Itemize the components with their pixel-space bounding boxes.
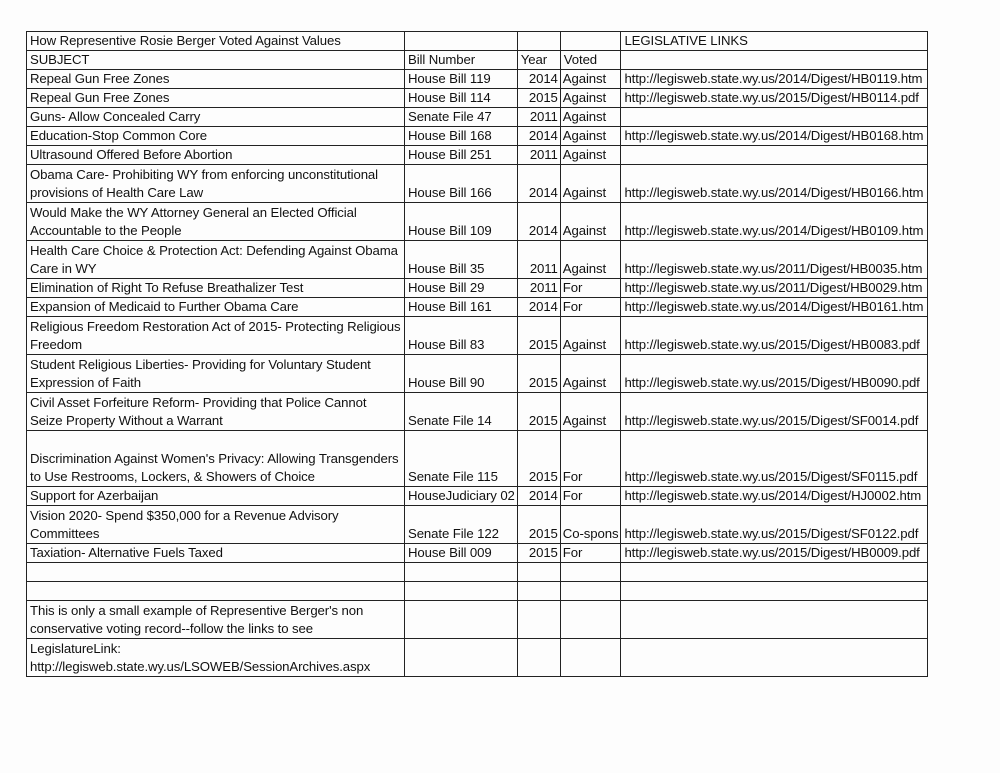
table-row (27, 506, 928, 544)
legislative-link-cell[interactable]: http://legisweb.state.wy.us/2014/Digest/HB0168.htm (621, 127, 928, 146)
legislature-link-label: LegislatureLink: (30, 641, 121, 656)
legislature-link-row (27, 639, 928, 677)
table-row (27, 298, 928, 317)
bill-number-header: Bill Number (405, 51, 518, 70)
table-row (27, 544, 928, 563)
legislative-link-cell[interactable]: http://legisweb.state.wy.us/2014/Digest/HB0119.htm (621, 70, 928, 89)
bill-number-cell: House Bill 83 (405, 317, 518, 355)
legislative-link-cell (621, 108, 928, 127)
table-row (27, 393, 928, 431)
year-cell: 2015 (517, 544, 560, 563)
bill-number-cell: Senate File 47 (405, 108, 518, 127)
year-cell: 2014 (517, 487, 560, 506)
year-cell: 2011 (517, 279, 560, 298)
legislative-link-cell[interactable]: http://legisweb.state.wy.us/2014/Digest/HJ0002.htm (621, 487, 928, 506)
year-cell: 2014 (517, 203, 560, 241)
voted-cell: For (560, 298, 621, 317)
subject-cell: Support for Azerbaijan (27, 487, 405, 506)
subject-cell: Guns- Allow Concealed Carry (27, 108, 405, 127)
year-cell: 2011 (517, 241, 560, 279)
year-cell: 2014 (517, 127, 560, 146)
voting-record-table (26, 31, 928, 677)
voted-cell: Against (560, 393, 621, 431)
voted-cell: Against (560, 317, 621, 355)
subject-cell: Student Religious Liberties- Providing for Voluntary Student Expression of Faith (27, 355, 405, 393)
table-row (27, 431, 928, 487)
subject-cell: Obama Care- Prohibiting WY from enforcing unconstitutional provisions of Health Care Law (27, 165, 405, 203)
voted-cell: Co-spons (560, 506, 621, 544)
table-row (27, 241, 928, 279)
bill-number-cell: House Bill 251 (405, 146, 518, 165)
voted-cell: Against (560, 146, 621, 165)
table-row (27, 355, 928, 393)
spreadsheet (26, 31, 928, 677)
legislative-link-cell[interactable]: http://legisweb.state.wy.us/2011/Digest/HB0035.htm (621, 241, 928, 279)
legislative-link-cell[interactable]: http://legisweb.state.wy.us/2014/Digest/HB0109.htm (621, 203, 928, 241)
table-row (27, 89, 928, 108)
voted-cell: Against (560, 165, 621, 203)
year-cell: 2015 (517, 317, 560, 355)
legislative-link-cell[interactable]: http://legisweb.state.wy.us/2014/Digest/HB0166.htm (621, 165, 928, 203)
year-cell: 2015 (517, 431, 560, 487)
legislative-link-cell[interactable]: http://legisweb.state.wy.us/2011/Digest/HB0029.htm (621, 279, 928, 298)
bill-number-cell: Senate File 122 (405, 506, 518, 544)
legislature-link-cell (27, 639, 405, 677)
subject-cell: Vision 2020- Spend $350,000 for a Revenue Advisory Committees (27, 506, 405, 544)
voted-cell: Against (560, 241, 621, 279)
subject-cell: Religious Freedom Restoration Act of 2015- Protecting Religious Freedom (27, 317, 405, 355)
table-row (27, 127, 928, 146)
legislative-link-cell[interactable]: http://legisweb.state.wy.us/2015/Digest/HB0090.pdf (621, 355, 928, 393)
subject-cell: Taxiation- Alternative Fuels Taxed (27, 544, 405, 563)
legislative-link-cell[interactable]: http://legisweb.state.wy.us/2015/Digest/HB0009.pdf (621, 544, 928, 563)
year-cell: 2015 (517, 506, 560, 544)
legislative-link-cell[interactable]: http://legisweb.state.wy.us/2015/Digest/SF0115.pdf (621, 431, 928, 487)
subject-cell: Discrimination Against Women's Privacy: Allowing Transgenders to Use Restrooms, Lockers, & Showers of Choice (27, 431, 405, 487)
voted-cell: For (560, 544, 621, 563)
subject-cell: Health Care Choice & Protection Act: Defending Against Obama Care in WY (27, 241, 405, 279)
voted-cell: Against (560, 108, 621, 127)
table-row (27, 279, 928, 298)
year-cell: 2014 (517, 298, 560, 317)
bill-number-cell: House Bill 35 (405, 241, 518, 279)
legislative-link-cell[interactable]: http://legisweb.state.wy.us/2015/Digest/HB0114.pdf (621, 89, 928, 108)
column-header-row (27, 51, 928, 70)
bill-number-cell: House Bill 168 (405, 127, 518, 146)
year-cell: 2011 (517, 108, 560, 127)
subject-cell: Education-Stop Common Core (27, 127, 405, 146)
bill-number-cell: House Bill 29 (405, 279, 518, 298)
subject-cell: Elimination of Right To Refuse Breathalizer Test (27, 279, 405, 298)
table-row (27, 108, 928, 127)
bill-number-cell: House Bill 119 (405, 70, 518, 89)
footer-note: This is only a small example of Representive Berger's non conservative voting record--follow the links to see (27, 601, 405, 639)
bill-number-cell: House Bill 90 (405, 355, 518, 393)
legislative-link-cell (621, 146, 928, 165)
bill-number-cell: House Bill 109 (405, 203, 518, 241)
voted-cell: For (560, 431, 621, 487)
voted-cell: For (560, 279, 621, 298)
voted-cell: For (560, 487, 621, 506)
bill-number-cell: Senate File 115 (405, 431, 518, 487)
title-row (27, 32, 928, 51)
year-cell: 2015 (517, 89, 560, 108)
table-row (27, 146, 928, 165)
empty-row (27, 582, 928, 601)
bill-number-cell: House Bill 166 (405, 165, 518, 203)
voted-cell: Against (560, 127, 621, 146)
year-cell: 2011 (517, 146, 560, 165)
legislative-link-cell[interactable]: http://legisweb.state.wy.us/2015/Digest/SF0014.pdf (621, 393, 928, 431)
subject-cell: Expansion of Medicaid to Further Obama Care (27, 298, 405, 317)
legislative-link-cell[interactable]: http://legisweb.state.wy.us/2015/Digest/SF0122.pdf (621, 506, 928, 544)
empty-row (27, 563, 928, 582)
subject-cell: Ultrasound Offered Before Abortion (27, 146, 405, 165)
year-cell: 2015 (517, 355, 560, 393)
voted-cell: Against (560, 355, 621, 393)
voted-cell: Against (560, 89, 621, 108)
voted-cell: Against (560, 203, 621, 241)
year-cell: 2015 (517, 393, 560, 431)
bill-number-cell: Senate File 14 (405, 393, 518, 431)
bill-number-cell: House Bill 009 (405, 544, 518, 563)
voted-cell: Against (560, 70, 621, 89)
subject-cell: Repeal Gun Free Zones (27, 70, 405, 89)
subject-cell: Repeal Gun Free Zones (27, 89, 405, 108)
legislature-link-url[interactable]: http://legisweb.state.wy.us/LSOWEB/SessionArchives.aspx (30, 659, 371, 674)
table-row (27, 487, 928, 506)
table-row (27, 203, 928, 241)
bill-number-cell: House Bill 161 (405, 298, 518, 317)
bill-number-cell: HouseJudiciary 02 (405, 487, 518, 506)
year-cell: 2014 (517, 165, 560, 203)
year-header: Year (517, 51, 560, 70)
table-row (27, 317, 928, 355)
subject-header: SUBJECT (27, 51, 405, 70)
bill-number-cell: House Bill 114 (405, 89, 518, 108)
year-cell: 2014 (517, 70, 560, 89)
legislative-link-cell[interactable]: http://legisweb.state.wy.us/2014/Digest/HB0161.htm (621, 298, 928, 317)
subject-cell: Civil Asset Forfeiture Reform- Providing that Police Cannot Seize Property Without a Warrant (27, 393, 405, 431)
note-row (27, 601, 928, 639)
voted-header: Voted (560, 51, 621, 70)
page-title: How Representive Rosie Berger Voted Against Values (27, 32, 405, 51)
table-row (27, 165, 928, 203)
legislative-link-cell[interactable]: http://legisweb.state.wy.us/2015/Digest/HB0083.pdf (621, 317, 928, 355)
subject-cell: Would Make the WY Attorney General an Elected Official Accountable to the People (27, 203, 405, 241)
table-row (27, 70, 928, 89)
links-heading: LEGISLATIVE LINKS (621, 32, 928, 51)
